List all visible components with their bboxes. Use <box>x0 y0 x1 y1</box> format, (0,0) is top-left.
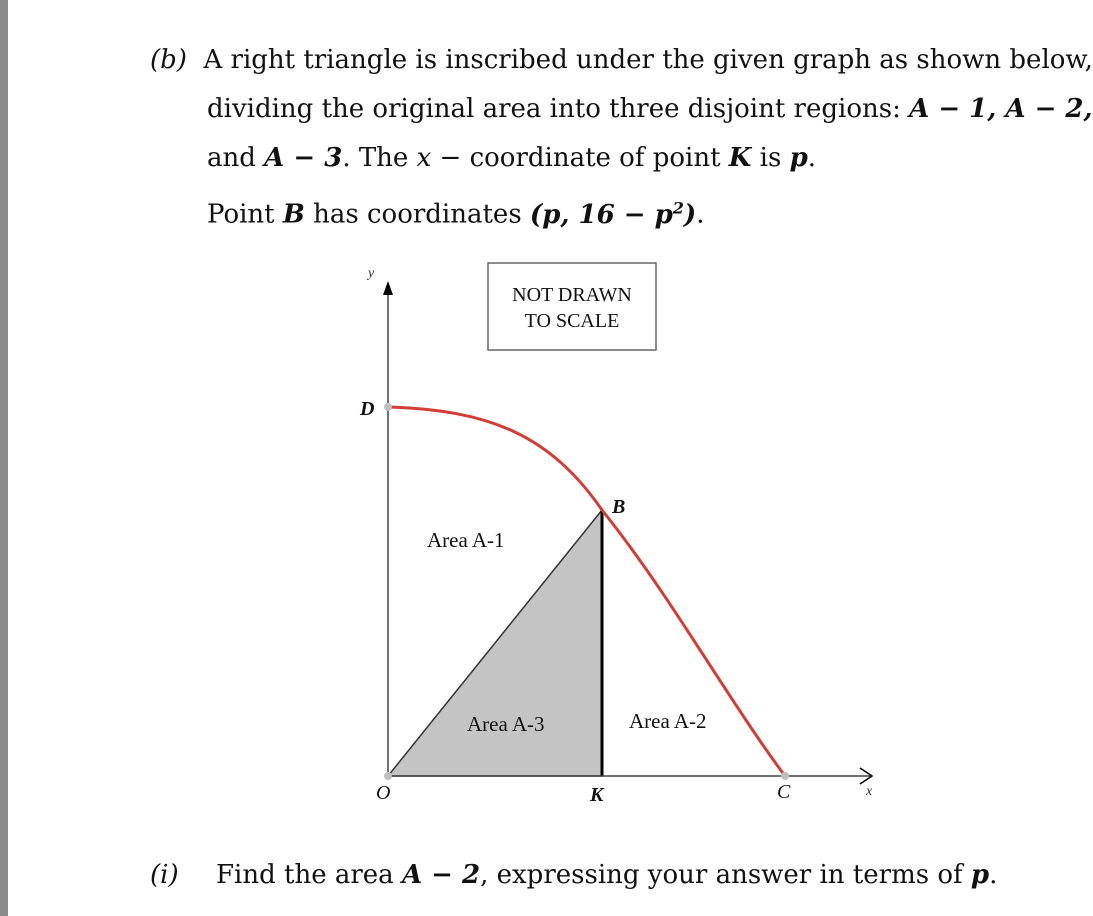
label-o: O <box>376 782 391 804</box>
point-b-ref: B <box>282 199 305 230</box>
part-b-text-4a: Point <box>207 199 283 230</box>
label-d: D <box>360 398 375 420</box>
part-b-text-4g: . <box>696 199 705 230</box>
label-area-3: Area A-3 <box>467 712 545 736</box>
point-c-dot <box>781 772 789 780</box>
x-axis-label: x <box>866 784 873 799</box>
question-i-label: (i) <box>150 860 179 890</box>
question-i-text-c: , expressing your answer in terms of <box>480 860 971 890</box>
part-b-text-3e: − coordinate of point <box>431 143 729 173</box>
graph-svg <box>340 255 900 815</box>
x-variable: x <box>416 143 432 173</box>
note-line-1: NOT DRAWN <box>512 284 632 306</box>
part-b-paragraph <box>150 36 1093 240</box>
area-a3-ref: A − 3 <box>264 143 343 173</box>
part-b-text-3c: . The <box>342 143 417 173</box>
point-k-ref: K <box>728 143 752 173</box>
graph-figure <box>340 255 900 815</box>
note-line-2: TO SCALE <box>524 310 620 332</box>
label-b: B <box>612 496 626 518</box>
label-c: C <box>777 781 791 803</box>
page-left-edge <box>0 0 8 916</box>
exponent-2: 2 <box>672 198 684 217</box>
question-i-text-a: Find the area <box>216 860 402 890</box>
point-b-coord-main: (p, 16 − p <box>529 199 673 230</box>
y-axis-label: y <box>368 266 375 281</box>
question-i <box>150 860 997 890</box>
part-b-label: (b) <box>150 45 187 75</box>
label-area-2: Area A-2 <box>629 709 707 733</box>
part-b-text-1: A right triangle is inscribed under the given graph as shown below, <box>203 45 1093 75</box>
part-b-line-2 <box>150 85 1093 134</box>
part-b-line-4 <box>150 183 1030 240</box>
part-b-text-3a: and <box>207 143 265 173</box>
part-b-text-3i: . <box>807 143 817 173</box>
question-p-variable: p <box>970 860 990 890</box>
question-area-a2: A − 2 <box>401 860 481 890</box>
label-area-1: Area A-1 <box>427 528 505 552</box>
part-b-line-3 <box>150 134 1030 183</box>
part-b-text-4c: has coordinates <box>304 199 530 230</box>
part-b-text-2a: dividing the original area into three disjoint regions: <box>207 94 910 124</box>
part-b-line-1 <box>150 36 1093 85</box>
point-b-coordinates <box>530 200 696 230</box>
area-list-a1-a2: A − 1, A − 2, <box>909 94 1093 124</box>
question-i-text-e: . <box>989 860 998 890</box>
point-d-dot <box>384 403 392 411</box>
not-to-scale-box <box>488 263 656 350</box>
y-axis-arrowhead <box>383 281 393 295</box>
point-b-coord-close: ) <box>683 199 697 230</box>
label-k: K <box>590 784 604 806</box>
point-o-dot <box>384 772 392 780</box>
p-variable: p <box>789 143 808 173</box>
part-b-text-3g: is <box>751 143 790 173</box>
